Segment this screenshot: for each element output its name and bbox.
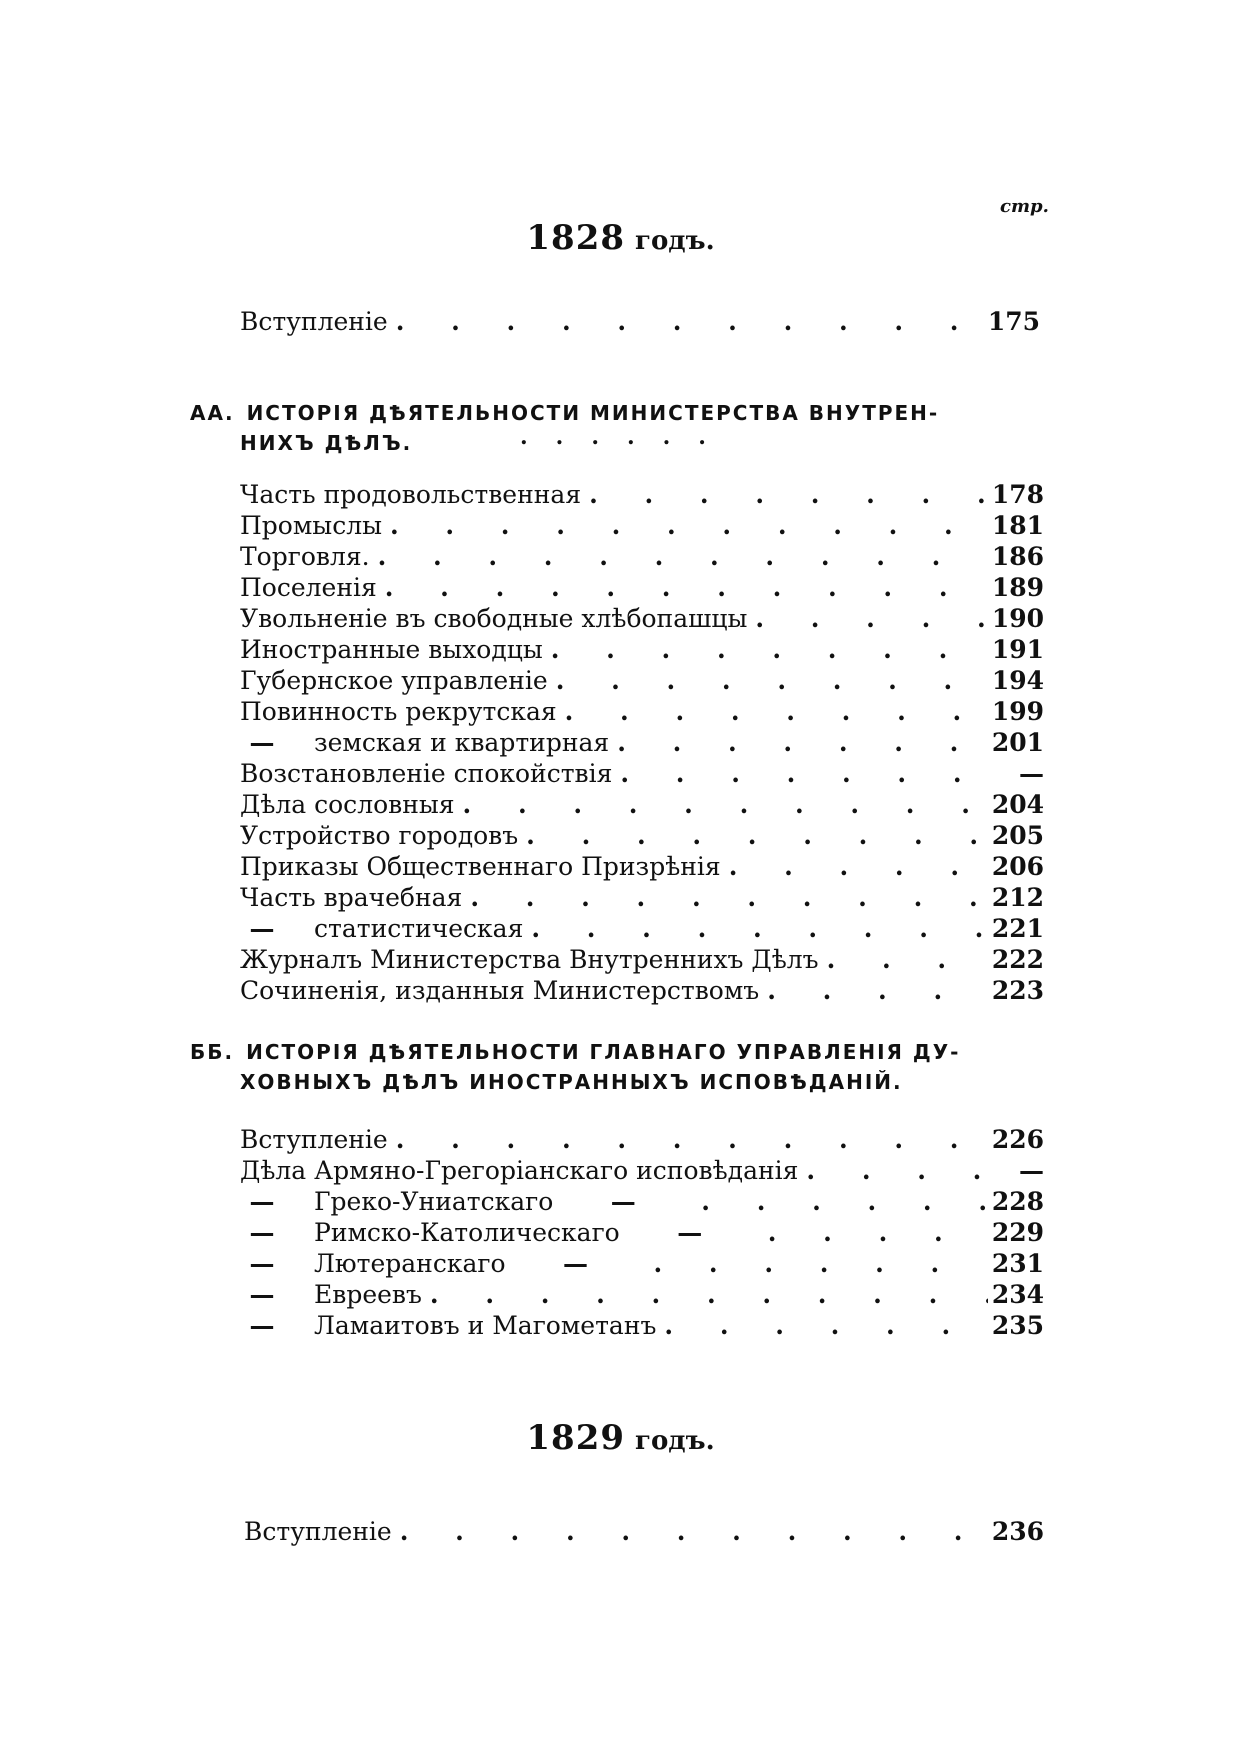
entry-label: статистическая (314, 914, 524, 943)
entry-label: Возстановленіе спокойствія (240, 759, 613, 788)
year-number: 1828 (526, 218, 626, 258)
toc-entry[interactable] (240, 851, 1044, 883)
leader-dots (548, 665, 988, 697)
entry-label: Ламаитовъ и Магометанъ (314, 1311, 657, 1340)
entry-page: 226 (991, 1125, 1044, 1154)
leader-dots (747, 603, 987, 635)
leader-dots (609, 727, 988, 759)
leader-dots (523, 913, 987, 945)
ditto-dash: — (610, 1187, 636, 1216)
toc-entry[interactable] (240, 603, 1044, 635)
entry-label: Лютеранскаго (314, 1249, 506, 1278)
leader-dots (422, 1279, 988, 1311)
entry-page: 236 (991, 1517, 1044, 1546)
ditto-dash: — (249, 1311, 275, 1340)
leader-dots (543, 634, 988, 666)
ditto-dash: — (249, 1187, 275, 1216)
entry-label: земская и квартирная (314, 728, 610, 757)
entry-page: 222 (991, 945, 1044, 974)
section-heading-a-cont (240, 428, 412, 458)
toc-entry[interactable] (240, 1186, 1044, 1218)
entry-page: 178 (991, 480, 1044, 509)
toc-entry[interactable] (240, 665, 1044, 697)
toc-entry[interactable] (240, 572, 1044, 604)
entry-label: Повинность рекрутская (240, 697, 557, 726)
leader-dots (759, 975, 988, 1007)
toc-entry[interactable] (240, 510, 1044, 542)
entry-page: 205 (991, 821, 1044, 850)
entry-page: 190 (991, 604, 1044, 633)
entry-label: Журналъ Министерства Внутреннихъ Дѣлъ (240, 945, 819, 974)
section-title-line2: НИХЪ ДѢЛЪ. (240, 431, 413, 455)
toc-entry[interactable] (240, 1217, 1044, 1249)
heading-leader-dots: ...... (520, 424, 734, 450)
section-prefix: ББ. (190, 1040, 235, 1064)
entry-label: Вступленіе (240, 307, 388, 336)
toc-entry[interactable] (240, 634, 1044, 666)
entry-page: 206 (991, 852, 1044, 881)
section-heading-b (190, 1037, 960, 1067)
entry-label: Вступленіе (240, 1125, 388, 1154)
year-heading-1829 (0, 1418, 1241, 1458)
entry-page: 186 (991, 542, 1044, 571)
toc-entry[interactable] (240, 1124, 1044, 1156)
year-heading-1828 (0, 218, 1241, 258)
toc-entry[interactable] (240, 758, 1044, 790)
leader-dots (557, 696, 988, 728)
year-word: годъ. (635, 226, 715, 256)
entry-page: — (1019, 759, 1044, 788)
entry-page: 229 (991, 1218, 1044, 1247)
entry-label: Приказы Общественнаго Призрѣнія (240, 852, 721, 881)
entry-page: 228 (991, 1187, 1044, 1216)
ditto-dash: — (249, 1280, 275, 1309)
entry-page: 235 (991, 1311, 1044, 1340)
section-prefix: АА. (190, 401, 235, 425)
toc-entry[interactable] (240, 1279, 1044, 1311)
entry-page: 189 (991, 573, 1044, 602)
toc-entry[interactable] (240, 696, 1044, 728)
ditto-dash: — (249, 728, 275, 757)
entry-label: Греко-Униатскаго (314, 1187, 554, 1216)
ditto-dash: — (249, 1249, 275, 1278)
entry-label: Сочиненія, изданныя Министерствомъ (240, 976, 760, 1005)
toc-entry-intro-1829[interactable] (244, 1516, 1044, 1548)
toc-entry[interactable] (240, 789, 1044, 821)
toc-entry[interactable] (240, 882, 1044, 914)
entry-label: Часть врачебная (240, 883, 463, 912)
entry-page: 191 (991, 635, 1044, 664)
leader-dots (377, 572, 988, 604)
entry-label: Промыслы (240, 511, 382, 540)
leader-dots (693, 1186, 988, 1218)
ditto-dash: — (677, 1218, 703, 1247)
ditto-dash: — (249, 914, 275, 943)
entry-label: Евреевъ (314, 1280, 422, 1309)
year-word: годъ. (635, 1426, 715, 1456)
section-title-line1: ИСТОРІЯ ДѢЯТЕЛЬНОСТИ МИНИСТЕРСТВА ВНУТРЕН- (246, 401, 940, 425)
leader-dots (455, 789, 988, 821)
entry-label: Иностранные выходцы (240, 635, 543, 664)
leader-dots (392, 1516, 988, 1548)
entry-label: Вступленіе (244, 1517, 392, 1546)
ditto-dash: — (249, 1218, 275, 1247)
toc-entry[interactable] (240, 913, 1044, 945)
entry-page: 221 (991, 914, 1044, 943)
entry-label: Устройство городовъ (240, 821, 519, 850)
leader-dots (656, 1310, 987, 1342)
entry-label: Римско-Католическаго (314, 1218, 620, 1247)
toc-entry[interactable] (240, 944, 1044, 976)
entry-label: Часть продовольственная (240, 480, 582, 509)
entry-label: Торговля. (240, 542, 370, 571)
entry-page: 204 (991, 790, 1044, 819)
section-heading-b-cont (240, 1067, 903, 1097)
section-title-line2: ХОВНЫХЪ ДѢЛЪ ИНОСТРАННЫХЪ ИСПОВѢДАНІЙ. (240, 1070, 903, 1094)
leader-dots (760, 1217, 988, 1249)
entry-page: 199 (991, 697, 1044, 726)
leader-dots (646, 1248, 988, 1280)
toc-entry[interactable] (240, 479, 1044, 511)
entry-label: Дѣла сословныя (240, 790, 455, 819)
leader-dots (798, 1155, 994, 1187)
page-column-label: стр. (1000, 196, 1049, 217)
toc-entry[interactable] (240, 820, 1044, 852)
leader-dots (819, 944, 988, 976)
toc-entry[interactable] (240, 1155, 1044, 1187)
entry-label: Дѣла Армяно-Грегоріанскаго исповѣданія (240, 1156, 799, 1185)
leader-dots (612, 758, 994, 790)
entry-page: — (1019, 1156, 1044, 1185)
entry-label: Поселенія (240, 573, 377, 602)
leader-dots (518, 820, 988, 852)
entry-page: 201 (991, 728, 1044, 757)
toc-entry[interactable] (240, 1310, 1044, 1342)
leader-dots (370, 541, 988, 573)
entry-label: Увольненіе въ свободные хлѣбопашцы (240, 604, 748, 633)
toc-entry[interactable] (240, 975, 1044, 1007)
leader-dots (721, 851, 988, 883)
entry-page: 194 (991, 666, 1044, 695)
ditto-dash: — (563, 1249, 589, 1278)
entry-page: 234 (991, 1280, 1044, 1309)
leader-dots (581, 479, 988, 511)
entry-page: 231 (991, 1249, 1044, 1278)
leader-dots (388, 306, 984, 338)
leader-dots (382, 510, 988, 542)
year-number: 1829 (526, 1418, 626, 1458)
entry-page: 181 (991, 511, 1044, 540)
toc-entry[interactable] (240, 1248, 1044, 1280)
entry-page: 223 (991, 976, 1044, 1005)
leader-dots (388, 1124, 988, 1156)
entry-page: 175 (987, 307, 1040, 336)
toc-entry[interactable] (240, 541, 1044, 573)
section-title-line1: ИСТОРІЯ ДѢЯТЕЛЬНОСТИ ГЛАВНАГО УПРАВЛЕНІЯ ДУ- (246, 1040, 961, 1064)
entry-label: Губернское управленіе (240, 666, 548, 695)
toc-entry-intro-1828[interactable] (240, 306, 1040, 338)
entry-page: 212 (991, 883, 1044, 912)
toc-entry[interactable] (240, 727, 1044, 759)
leader-dots (462, 882, 987, 914)
